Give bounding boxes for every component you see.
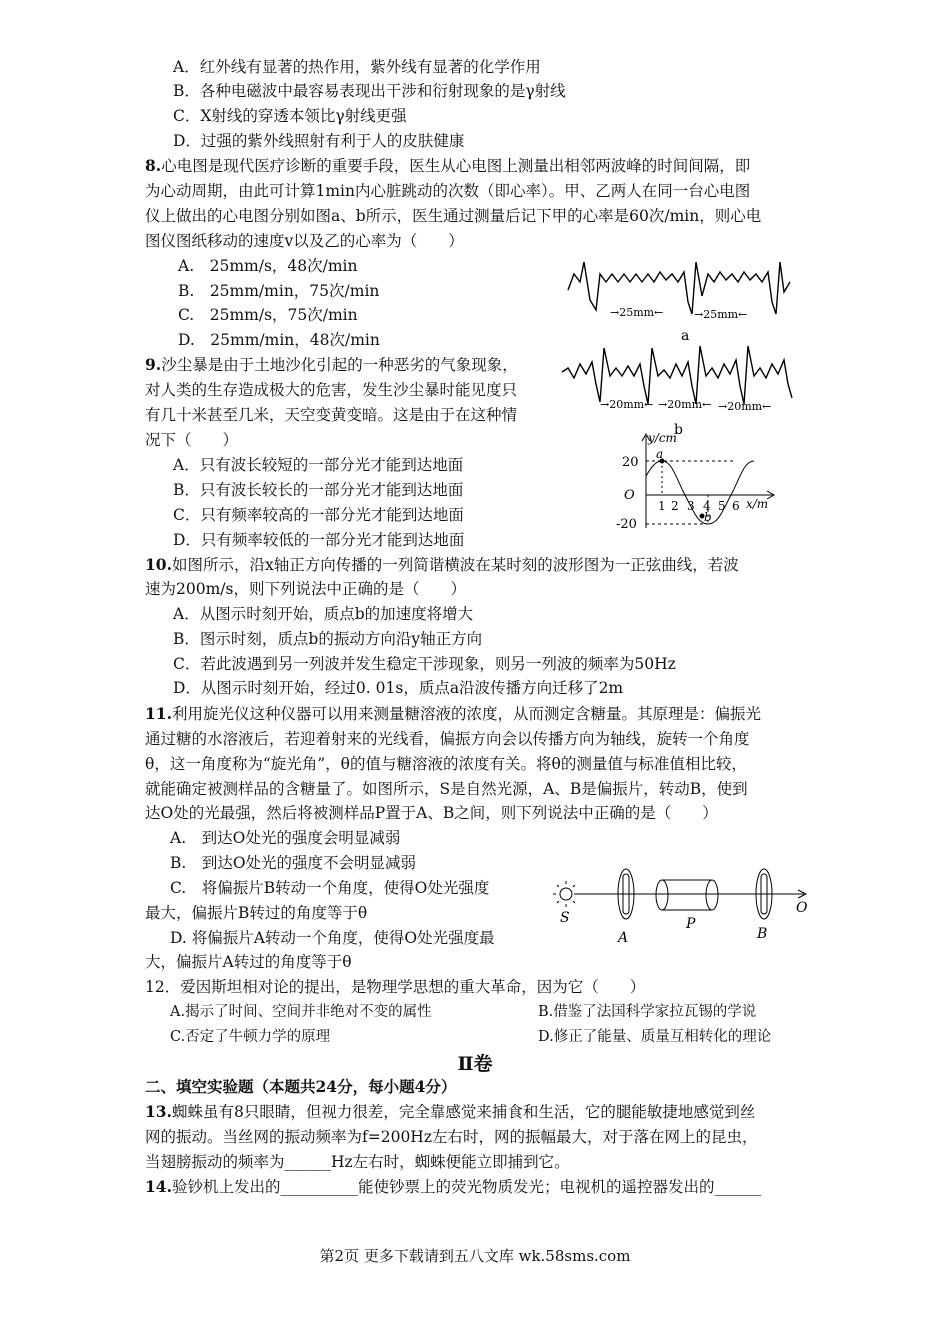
ecg-figure-a bbox=[560, 252, 800, 344]
wave-xtick-3: 3 bbox=[687, 499, 695, 513]
q13-line-1: 13.蜘蛛虽有8只眼睛，但视力很差，完全靠感觉来捕食和生活，它的腿能敏捷地感觉到丝 bbox=[145, 1102, 756, 1121]
q7-option-d: D．过强的紫外线照射有利于人的皮肤健康 bbox=[173, 132, 465, 150]
label-a: A bbox=[618, 930, 629, 945]
q11-line-1: 11.利用旋光仪这种仪器可以用来测量糖溶液的浓度，从而测定含糖量。其原理是：偏振光 bbox=[145, 704, 761, 723]
ecg-b-label: b bbox=[674, 422, 683, 438]
ecg-b-dim-2: →20mm← bbox=[658, 398, 712, 411]
wave-xtick-4: 4 bbox=[703, 499, 711, 513]
q9-option-b: B．只有波长较长的一部分光才能到达地面 bbox=[173, 481, 464, 499]
q11-option-b: B. 到达O处光的强度不会明显减弱 bbox=[170, 854, 417, 872]
q13-line-3: 当翅膀振动的频率为______Hz左右时，蜘蛛便能立即捕到它。 bbox=[145, 1153, 570, 1171]
q8-number: 8. bbox=[145, 156, 162, 175]
q8-line-3: 仪上做出的心电图分别如图a、b所示，医生通过测量后记下甲的心率是60次/min，则心电 bbox=[145, 207, 762, 225]
ecg-a-dim-1: →25mm← bbox=[610, 306, 664, 319]
q8-option-a: A. 25mm/s，48次/min bbox=[178, 257, 358, 275]
q11-line-5: 达O处的光最强，然后将被测样品P置于A、B之间，则下列说法中正确的是（ ） bbox=[145, 804, 718, 822]
wave-y-bottom: -20 bbox=[616, 517, 637, 532]
q10-line-2: 速为200m/s，则下列说法中正确的是（ ） bbox=[145, 580, 466, 598]
wave-point-a-label: a bbox=[656, 447, 664, 461]
q12-option-c: C.否定了牛顿力学的原理 bbox=[170, 1029, 331, 1045]
q9-option-c: C．只有频率较高的一部分光才能到达地面 bbox=[173, 506, 464, 524]
polarimeter-figure bbox=[552, 860, 822, 945]
page-footer: 第2页 更多下载请到五八文库 wk.58sms.com bbox=[319, 1247, 631, 1265]
q8-option-d: D. 25mm/min，48次/min bbox=[178, 331, 380, 349]
sample-tube-right bbox=[706, 880, 718, 910]
q8-line-4: 图仪图纸移动的速度v以及乙的心率为（ ） bbox=[145, 232, 464, 250]
q7-option-b: B．各种电磁波中最容易表现出干涉和衍射现象的是γ射线 bbox=[173, 82, 566, 100]
q11-number: 11. bbox=[145, 704, 172, 723]
q10-option-a: A．从图示时刻开始，质点b的加速度将增大 bbox=[173, 605, 474, 623]
q9-line-3: 有几十米甚至几米，天空变黄变暗。这是由于在这种情 bbox=[145, 406, 518, 424]
q7-option-c: C．X射线的穿透本领比γ射线更强 bbox=[173, 107, 407, 125]
q11-line-2: 通过糖的水溶液后，若迎着射来的光线看，偏振方向会以传播方向为轴线，旋转一个角度 bbox=[145, 730, 750, 748]
q12-option-d: D.修正了能量、质量互相转化的理论 bbox=[538, 1029, 772, 1045]
q8-line-1: 8.心电图是现代医疗诊断的重要手段，医生从心电图上测量出相邻两波峰的时间间隔，即 bbox=[145, 156, 751, 175]
q11-option-c-line-1: C. 将偏振片B转动一个角度，使得O处光强度 bbox=[170, 879, 490, 897]
q11-option-d-line-1: D. 将偏振片A转动一个角度，使得O处光强度最 bbox=[170, 929, 495, 947]
q11-option-d-line-2: 大，偏振片A转过的角度等于θ bbox=[145, 953, 352, 971]
q10-number: 10. bbox=[145, 555, 172, 574]
light-source-icon bbox=[560, 888, 572, 900]
wave-y-label: y/cm bbox=[648, 431, 677, 445]
q9-option-d: D．只有频率较低的一部分光才能到达地面 bbox=[173, 531, 465, 549]
q13-number: 13. bbox=[145, 1102, 172, 1121]
ecg-a-label: a bbox=[681, 328, 690, 344]
q11-line-3: θ，这一角度称为“旋光角”，θ的值与糖溶液的浓度有关。将θ的测量值与标准值相比较， bbox=[145, 755, 747, 773]
q13-line-2: 网的振动。当丝网的振动频率为f=200Hz左右时，网的振幅最大，对于落在网上的昆虫， bbox=[145, 1128, 758, 1146]
q8-option-b: B. 25mm/min，75次/min bbox=[178, 282, 380, 300]
q9-line-2: 对人类的生存造成极大的危害，发生沙尘暴时能见度只 bbox=[145, 381, 518, 399]
q10-line-1: 10.如图所示，沿x轴正方向传播的一列简谐横波在某时刻的波形图为一正弦曲线，若波 bbox=[145, 555, 739, 574]
q14-number: 14. bbox=[145, 1177, 172, 1196]
part-2-title: Ⅱ卷 bbox=[457, 1053, 493, 1075]
sample-tube-body bbox=[662, 880, 712, 910]
q14-line-1: 14.验钞机上发出的__________能使钞票上的荧光物质发光；电视机的遥控器发出的______ bbox=[145, 1177, 761, 1196]
q11-option-a: A. 到达O处光的强度会明显减弱 bbox=[170, 829, 401, 847]
ecg-b-dim-3: →20mm← bbox=[718, 400, 772, 413]
q8-line-2: 为心动周期，由此可计算1min内心脏跳动的次数（即心率）。甲、乙两人在同一台心电图 bbox=[145, 182, 751, 200]
q10-option-d: D．从图示时刻开始，经过0. 01s，质点a沿波传播方向迁移了2m bbox=[173, 679, 624, 697]
q10-option-b: B．图示时刻，质点b的振动方向沿y轴正方向 bbox=[173, 630, 483, 648]
ecg-trace-a bbox=[568, 262, 790, 314]
ecg-a-dim-2: →25mm← bbox=[694, 308, 748, 321]
label-p: P bbox=[686, 916, 696, 932]
wave-figure bbox=[612, 428, 782, 538]
q9-number: 9. bbox=[145, 355, 162, 374]
wave-xtick-5: 5 bbox=[718, 499, 726, 513]
wave-xtick-6: 6 bbox=[732, 499, 740, 513]
wave-xtick-1: 1 bbox=[658, 499, 666, 513]
q11-line-4: 就能确定被测样品的含糖量了。如图所示，S是自然光源，A、B是偏振片，转动B，使到 bbox=[145, 780, 748, 798]
q12-option-b: B.借鉴了法国科学家拉瓦锡的学说 bbox=[538, 1004, 757, 1020]
label-s: S bbox=[560, 910, 570, 926]
wave-y-top: 20 bbox=[622, 455, 639, 470]
q10-option-c: C．若此波遇到另一列波并发生稳定干涉现象，则另一列波的频率为50Hz bbox=[173, 655, 676, 673]
q9-line-4: 况下（ ） bbox=[145, 431, 239, 449]
wave-x-label: x/m bbox=[746, 497, 769, 511]
wave-xtick-2: 2 bbox=[671, 499, 679, 513]
label-b: B bbox=[757, 926, 768, 942]
q9-option-a: A．只有波长较短的一部分光才能到达地面 bbox=[173, 456, 464, 474]
q9-line-1: 9.沙尘暴是由于土地沙化引起的一种恶劣的气象现象， bbox=[145, 355, 518, 374]
wave-point-b-label: b bbox=[704, 510, 712, 524]
q12-stem: 12．爱因斯坦相对论的提出，是物理学思想的重大革命，因为它（ ） bbox=[145, 978, 646, 996]
q7-option-a: A．红外线有显著的热作用，紫外线有显著的化学作用 bbox=[173, 58, 541, 76]
ecg-figure-b bbox=[560, 342, 800, 438]
label-o: O bbox=[796, 900, 808, 916]
sample-tube-left bbox=[656, 880, 668, 910]
wave-origin: O bbox=[624, 488, 635, 503]
ecg-b-dim-1: →20mm← bbox=[600, 398, 654, 411]
section-heading: 二、填空实验题（本题共24分，每小题4分） bbox=[145, 1077, 457, 1096]
q11-option-c-line-2: 最大，偏振片B转过的角度等于θ bbox=[145, 904, 368, 922]
q8-option-c: C. 25mm/s，75次/min bbox=[178, 306, 358, 324]
ecg-trace-b bbox=[562, 346, 792, 404]
q12-option-a: A.揭示了时间、空间并非绝对不变的属性 bbox=[170, 1004, 432, 1020]
